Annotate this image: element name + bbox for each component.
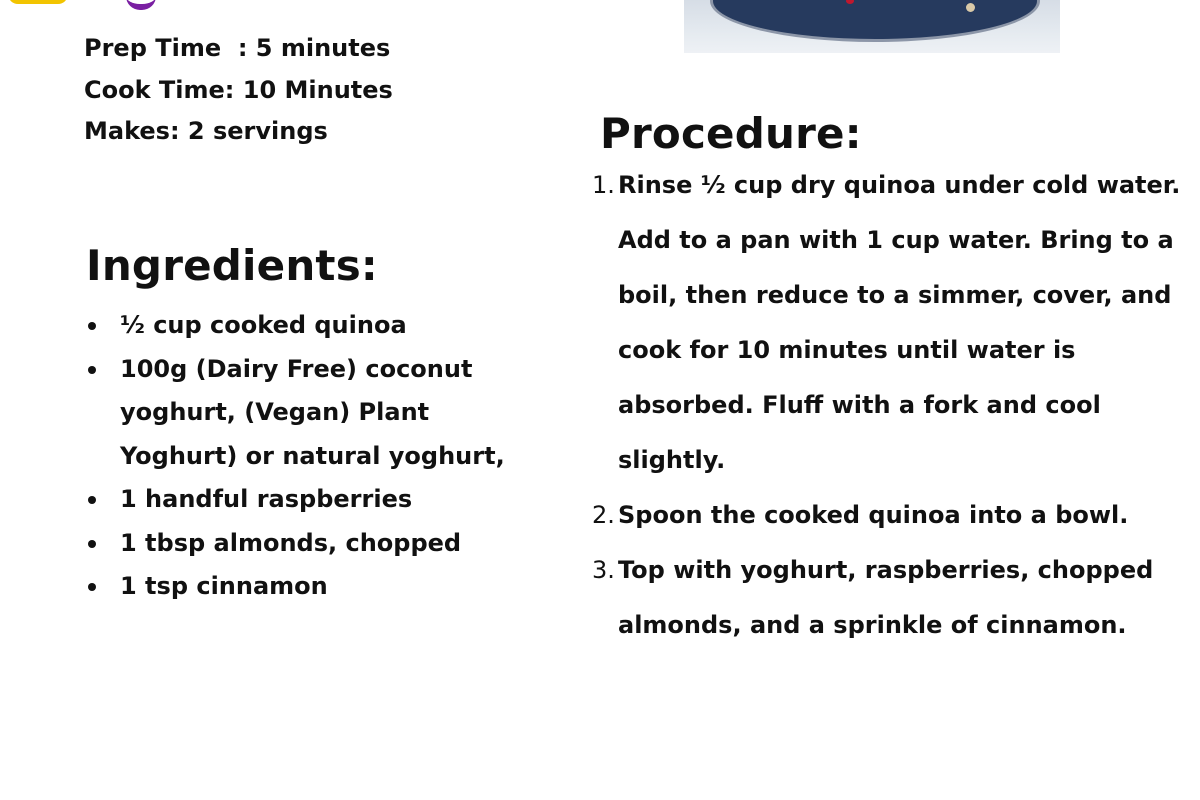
ingredient-item: 1 tsp cinnamon — [86, 565, 506, 609]
step-number: 2. — [592, 501, 615, 529]
almond-image — [966, 3, 975, 12]
procedure-step — [592, 488, 1192, 543]
cook-time: Cook Time: 10 Minutes — [84, 75, 393, 104]
ingredients-list — [86, 304, 506, 609]
ingredient-item: 1 tbsp almonds, chopped — [86, 522, 506, 566]
ingredients-heading: Ingredients: — [86, 241, 378, 290]
procedure-step — [592, 158, 1192, 488]
ingredient-item: ½ cup cooked quinoa — [86, 304, 506, 348]
ingredient-item: 100g (Dairy Free) coconut yoghurt, (Vegan) Plant Yoghurt) or natural yoghurt, — [86, 348, 506, 479]
procedure-list — [592, 158, 1192, 653]
ingredient-item: 1 handful raspberries — [86, 478, 506, 522]
servings: Makes: 2 servings — [84, 117, 328, 145]
step-text: Top with yoghurt, raspberries, chopped almonds, and a sprinkle of cinnamon. — [618, 556, 1154, 639]
step-number: 1. — [592, 171, 615, 199]
recipe-meta — [84, 28, 393, 153]
prep-time: Prep Time : 5 minutes — [84, 34, 391, 62]
top-yellow-decoration — [8, 0, 68, 4]
step-text: Spoon the cooked quinoa into a bowl. — [618, 501, 1129, 529]
top-purple-decoration — [126, 0, 156, 10]
procedure-heading: Procedure: — [600, 109, 862, 158]
recipe-photo — [684, 0, 1060, 53]
procedure-step — [592, 543, 1192, 653]
step-number: 3. — [592, 556, 615, 584]
step-text: Rinse ½ cup dry quinoa under cold water. Add to a pan with 1 cup water. Bring to a boil, then reduce to a simmer, cover, and cook for 10 minutes until water is absorbed. Fluff with a fork and cool slightly. — [618, 171, 1181, 474]
bowl-image — [710, 0, 1040, 42]
